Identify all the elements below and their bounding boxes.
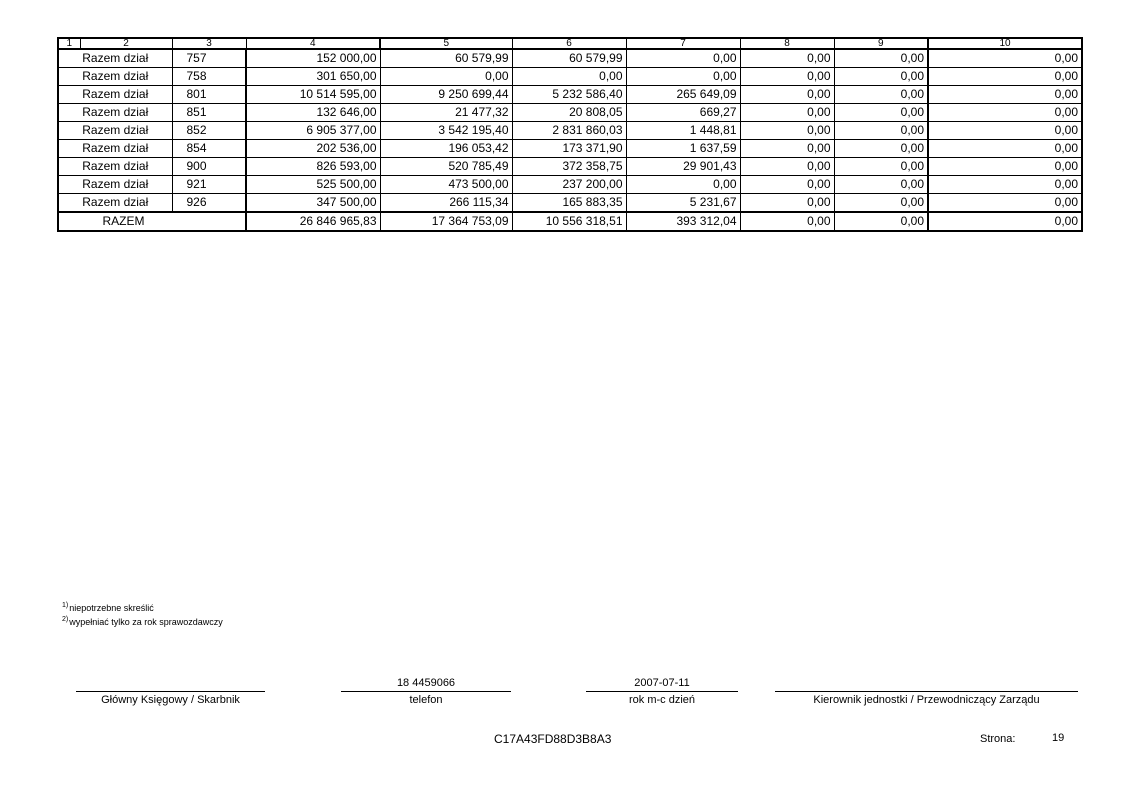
table-row xyxy=(58,49,1082,68)
signature-value xyxy=(775,676,1078,690)
row-value-c6: 5 232 586,40 xyxy=(512,86,626,104)
row-value-c9: 0,00 xyxy=(834,68,928,86)
signature-date xyxy=(586,676,738,707)
row-value-c10: 0,00 xyxy=(928,86,1082,104)
row-value-c5: 473 500,00 xyxy=(380,176,512,194)
total-value-c4: 26 846 965,83 xyxy=(246,212,380,231)
total-label: RAZEM xyxy=(58,212,246,231)
row-code: 852 xyxy=(172,122,246,140)
row-value-c4: 826 593,00 xyxy=(246,158,380,176)
column-number: 10 xyxy=(928,38,1082,49)
row-value-c4: 525 500,00 xyxy=(246,176,380,194)
column-number: 2 xyxy=(80,38,172,49)
budget-report-table xyxy=(57,37,1083,232)
row-code: 926 xyxy=(172,194,246,213)
row-value-c6: 237 200,00 xyxy=(512,176,626,194)
row-value-c5: 0,00 xyxy=(380,68,512,86)
row-value-c4: 6 905 377,00 xyxy=(246,122,380,140)
row-value-c8: 0,00 xyxy=(740,122,834,140)
footnote-marker: 2) xyxy=(62,616,69,623)
signature-caption: rok m-c dzień xyxy=(628,694,696,706)
row-label: Razem dział xyxy=(58,194,172,213)
row-value-c8: 0,00 xyxy=(740,158,834,176)
column-number: 9 xyxy=(834,38,928,49)
row-value-c8: 0,00 xyxy=(740,86,834,104)
total-value-c6: 10 556 318,51 xyxy=(512,212,626,231)
footnote-marker: 1) xyxy=(62,602,69,609)
row-value-c7: 1 448,81 xyxy=(626,122,740,140)
row-value-c4: 132 646,00 xyxy=(246,104,380,122)
column-number: 4 xyxy=(246,38,380,49)
row-value-c4: 202 536,00 xyxy=(246,140,380,158)
table-row xyxy=(58,86,1082,104)
row-code: 801 xyxy=(172,86,246,104)
row-value-c6: 0,00 xyxy=(512,68,626,86)
row-code: 757 xyxy=(172,49,246,68)
row-value-c10: 0,00 xyxy=(928,122,1082,140)
row-label: Razem dział xyxy=(58,49,172,68)
row-value-c10: 0,00 xyxy=(928,140,1082,158)
column-number: 5 xyxy=(380,38,512,49)
row-value-c6: 2 831 860,03 xyxy=(512,122,626,140)
row-value-c4: 301 650,00 xyxy=(246,68,380,86)
table-row xyxy=(58,176,1082,194)
table-row xyxy=(58,68,1082,86)
row-value-c9: 0,00 xyxy=(834,104,928,122)
row-value-c7: 29 901,43 xyxy=(626,158,740,176)
total-value-c5: 17 364 753,09 xyxy=(380,212,512,231)
row-label: Razem dział xyxy=(58,68,172,86)
column-number: 8 xyxy=(740,38,834,49)
row-value-c5: 9 250 699,44 xyxy=(380,86,512,104)
row-value-c6: 165 883,35 xyxy=(512,194,626,213)
signature-caption: Kierownik jednostki / Przewodniczący Zarządu xyxy=(813,694,1040,706)
row-value-c9: 0,00 xyxy=(834,140,928,158)
row-value-c4: 347 500,00 xyxy=(246,194,380,213)
row-code: 851 xyxy=(172,104,246,122)
signature-line xyxy=(341,691,511,692)
row-value-c9: 0,00 xyxy=(834,176,928,194)
date-value: 2007-07-11 xyxy=(634,677,690,689)
row-value-c10: 0,00 xyxy=(928,194,1082,213)
signature-caption: telefon xyxy=(409,694,443,706)
row-value-c8: 0,00 xyxy=(740,140,834,158)
row-label: Razem dział xyxy=(58,158,172,176)
footnote xyxy=(62,600,223,614)
row-label: Razem dział xyxy=(58,104,172,122)
column-number: 1 xyxy=(58,38,80,49)
row-value-c8: 0,00 xyxy=(740,68,834,86)
row-value-c9: 0,00 xyxy=(834,194,928,213)
column-number: 3 xyxy=(172,38,246,49)
total-value-c10: 0,00 xyxy=(928,212,1082,231)
signature-value xyxy=(76,676,265,690)
row-value-c7: 0,00 xyxy=(626,176,740,194)
row-code: 900 xyxy=(172,158,246,176)
signature-line xyxy=(586,691,738,692)
row-value-c10: 0,00 xyxy=(928,158,1082,176)
signature-accountant xyxy=(76,676,265,707)
row-value-c5: 3 542 195,40 xyxy=(380,122,512,140)
table-row xyxy=(58,104,1082,122)
row-value-c6: 60 579,99 xyxy=(512,49,626,68)
row-value-c6: 173 371,90 xyxy=(512,140,626,158)
row-value-c4: 10 514 595,00 xyxy=(246,86,380,104)
row-label: Razem dział xyxy=(58,86,172,104)
signature-line xyxy=(775,691,1078,692)
row-code: 921 xyxy=(172,176,246,194)
row-label: Razem dział xyxy=(58,122,172,140)
total-value-c8: 0,00 xyxy=(740,212,834,231)
phone-value: 18 4459066 xyxy=(396,677,456,689)
row-code: 758 xyxy=(172,68,246,86)
row-value-c5: 21 477,32 xyxy=(380,104,512,122)
row-value-c9: 0,00 xyxy=(834,49,928,68)
total-row xyxy=(58,212,1082,231)
column-number: 7 xyxy=(626,38,740,49)
page-label: Strona: xyxy=(980,733,1016,745)
document-id: C17A43FD88D3B8A3 xyxy=(494,732,612,746)
row-code: 854 xyxy=(172,140,246,158)
footnote xyxy=(62,614,223,628)
table-row xyxy=(58,194,1082,213)
row-label: Razem dział xyxy=(58,176,172,194)
row-value-c8: 0,00 xyxy=(740,176,834,194)
row-value-c7: 0,00 xyxy=(626,68,740,86)
column-number-header-row xyxy=(58,38,1082,49)
table-row xyxy=(58,140,1082,158)
footnote-text: niepotrzebne skreślić xyxy=(69,603,154,613)
row-value-c10: 0,00 xyxy=(928,68,1082,86)
row-value-c7: 5 231,67 xyxy=(626,194,740,213)
row-label: Razem dział xyxy=(58,140,172,158)
footnotes xyxy=(62,600,223,628)
row-value-c7: 265 649,09 xyxy=(626,86,740,104)
row-value-c6: 372 358,75 xyxy=(512,158,626,176)
table-row xyxy=(58,158,1082,176)
signature-caption: Główny Księgowy / Skarbnik xyxy=(101,694,240,706)
row-value-c6: 20 808,05 xyxy=(512,104,626,122)
signature-phone xyxy=(341,676,511,707)
row-value-c8: 0,00 xyxy=(740,194,834,213)
row-value-c5: 266 115,34 xyxy=(380,194,512,213)
row-value-c9: 0,00 xyxy=(834,158,928,176)
page-number: 19 xyxy=(1052,732,1065,744)
row-value-c5: 196 053,42 xyxy=(380,140,512,158)
row-value-c7: 0,00 xyxy=(626,49,740,68)
row-value-c9: 0,00 xyxy=(834,86,928,104)
row-value-c7: 1 637,59 xyxy=(626,140,740,158)
column-number: 6 xyxy=(512,38,626,49)
signature-line xyxy=(76,691,265,692)
footnote-text: wypełniać tylko za rok sprawozdawczy xyxy=(69,617,223,627)
row-value-c10: 0,00 xyxy=(928,49,1082,68)
table-row xyxy=(58,122,1082,140)
row-value-c4: 152 000,00 xyxy=(246,49,380,68)
row-value-c8: 0,00 xyxy=(740,49,834,68)
row-value-c10: 0,00 xyxy=(928,176,1082,194)
signature-head xyxy=(775,676,1078,707)
row-value-c5: 60 579,99 xyxy=(380,49,512,68)
row-value-c9: 0,00 xyxy=(834,122,928,140)
row-value-c8: 0,00 xyxy=(740,104,834,122)
total-value-c9: 0,00 xyxy=(834,212,928,231)
total-value-c7: 393 312,04 xyxy=(626,212,740,231)
row-value-c7: 669,27 xyxy=(626,104,740,122)
row-value-c10: 0,00 xyxy=(928,104,1082,122)
row-value-c5: 520 785,49 xyxy=(380,158,512,176)
